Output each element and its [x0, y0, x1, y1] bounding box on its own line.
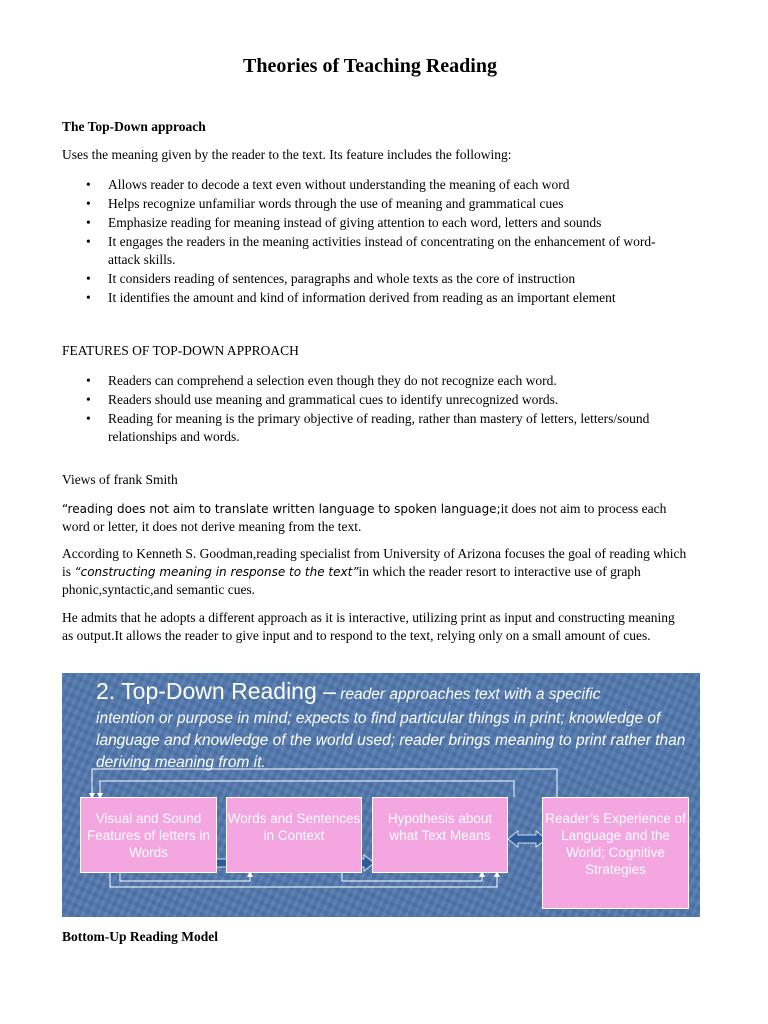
bottom-line-right — [342, 873, 482, 881]
list-item: • Readers can comprehend a selection even though they do not recognize each word. — [80, 372, 680, 390]
goodman-text-start: According to Kenneth S. Goodman,reading specialist from University of Arizona focuses the goal of reading which is — [62, 546, 687, 579]
list-item: • Emphasize reading for meaning instead of giving attention to each word, letters and sounds — [80, 214, 680, 232]
box-hypothesis: Hypothesis about what Text Means — [372, 797, 508, 873]
adopts-paragraph: He admits that he adopts a different approach as it is interactive, utilizing print as input and constructing meaning as output.It allows the reader to give input and to respond to the text, relying only on a small amount of cues. — [62, 610, 675, 643]
bottom-line-long — [110, 873, 497, 887]
list-item: • Reading for meaning is the primary objective of reading, rather than mastery of letters, letters/sound relationships and words. — [80, 410, 680, 446]
intro-paragraph: Uses the meaning given by the reader to the text. Its feature includes the following: — [62, 147, 512, 162]
bottom-line-left — [120, 873, 250, 881]
top-inner-line — [100, 781, 514, 797]
top-down-reading-slide — [62, 673, 700, 917]
goodman-handwritten-quote: “constructing meaning in response to the text” — [74, 565, 359, 579]
smith-quote-paragraph — [62, 500, 687, 536]
handwritten-quote: “reading does not aim to translate written language to spoken language; — [62, 502, 501, 516]
quote-continuation: it does not aim to process each word or letter, it does not derive meaning from the text. — [62, 501, 667, 534]
list-item: • Allows reader to decode a text even without understanding the meaning of each word — [80, 176, 680, 194]
slide-body-text: intention or purpose in mind; expects to find particular things in print; knowledge of language and knowledge of the world used; reader brings meaning to print rather than deriving meaning from it. — [96, 710, 686, 771]
goodman-text-end: in which the reader resort to interactive use of graph phonic,syntactic,and semantic cues. — [62, 564, 641, 597]
section-heading-top-down: The Top-Down approach — [62, 119, 206, 134]
list-item: • Helps recognize unfamiliar words through the use of meaning and grammatical cues — [80, 195, 680, 213]
list-item: • It considers reading of sentences, paragraphs and whole texts as the core of instruction — [80, 270, 680, 288]
list-item: • It identifies the amount and kind of information derived from reading as an important element — [80, 289, 680, 307]
bottom-up-heading: Bottom-Up Reading Model — [62, 929, 218, 944]
box-reader-experience: Reader’s Experience of Language and the World; Cognitive Strategies — [542, 797, 689, 909]
smith-heading: Views of frank Smith — [62, 472, 178, 487]
box-visual-sound-features: Visual and Sound Features of letters in Words — [80, 797, 217, 873]
list-item: • Readers should use meaning and grammatical cues to identify unrecognized words. — [80, 391, 680, 409]
top-feedback-line — [92, 769, 557, 797]
slide-title-sub: reader approaches text with a specific — [335, 686, 601, 703]
features-bullet-list — [80, 372, 680, 447]
section-heading-features: FEATURES OF TOP-DOWN APPROACH — [62, 343, 299, 358]
goodman-paragraph — [62, 545, 687, 599]
top-down-bullet-list — [80, 176, 680, 308]
slide-title-main: 2. Top-Down Reading – — [96, 678, 336, 704]
page-title: Theories of Teaching Reading — [243, 55, 497, 77]
double-arrow-3 — [508, 831, 546, 847]
box-words-sentences: Words and Sentences in Context — [226, 797, 362, 873]
list-item: • It engages the readers in the meaning activities instead of concentrating on the enhancement of word-attack skills. — [80, 233, 680, 269]
